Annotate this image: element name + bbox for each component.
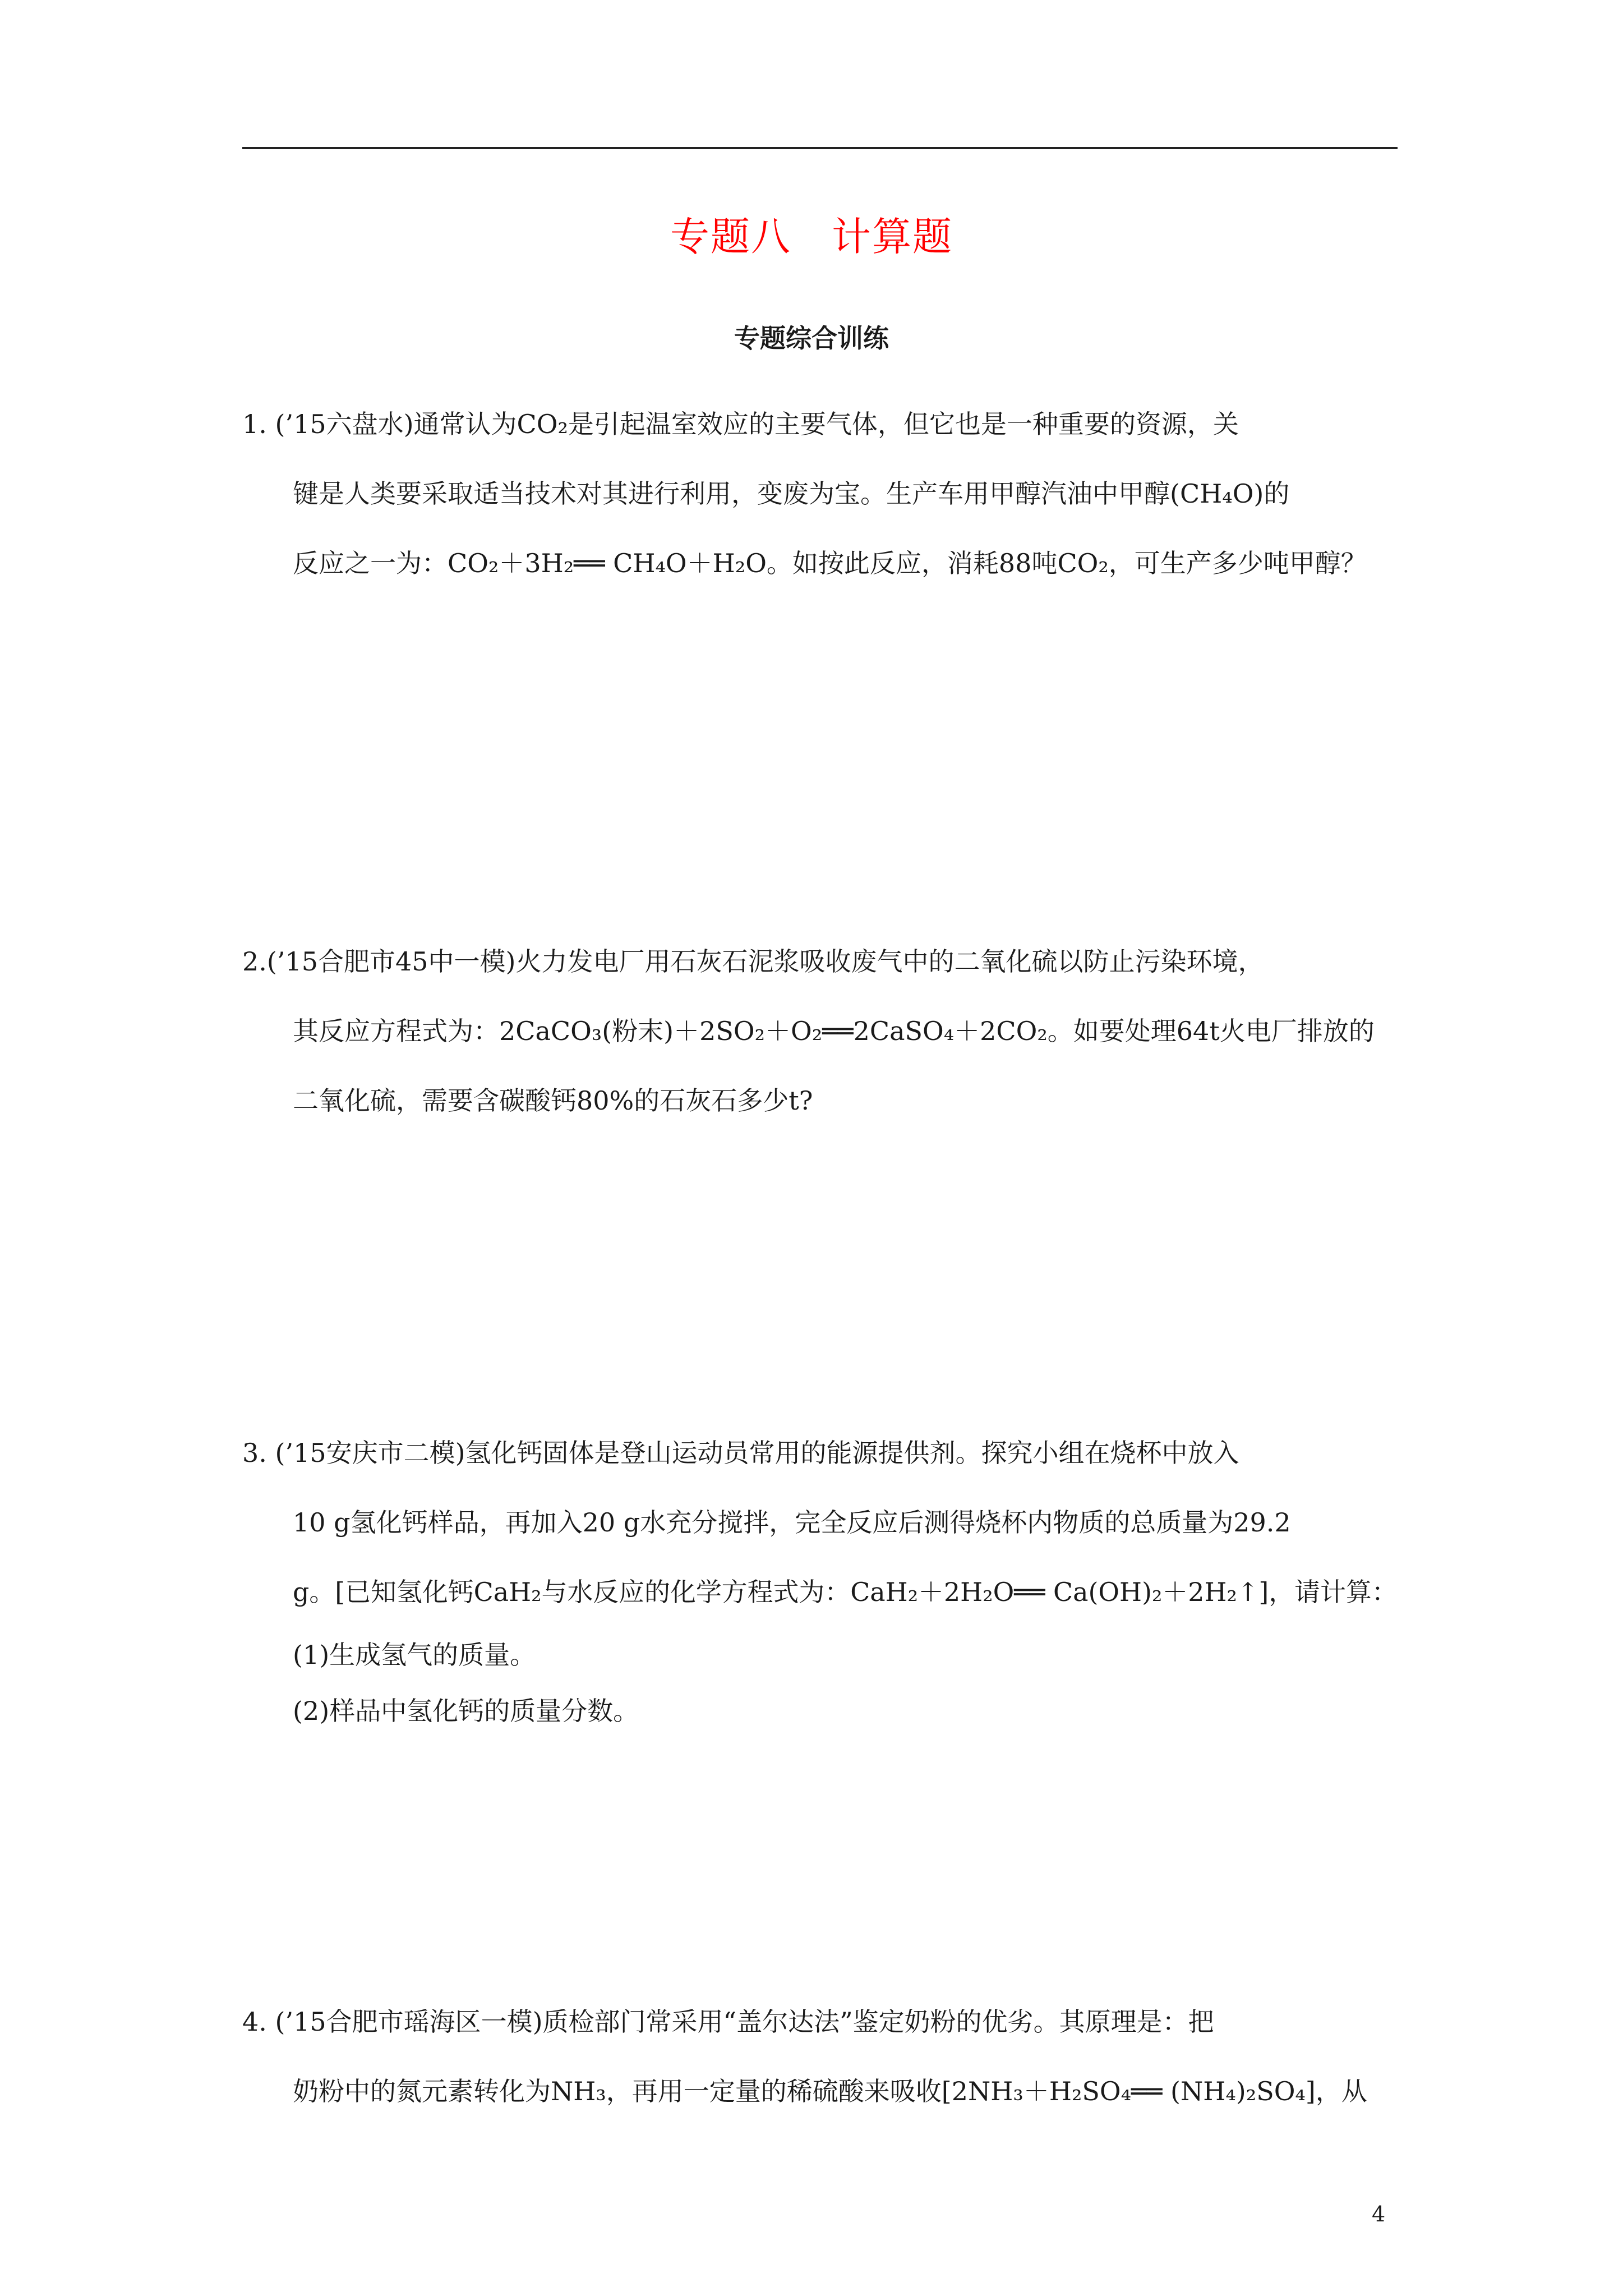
question-line: 其反应方程式为：2CaCO₃(粉末)＋2SO₂＋O₂══2CaSO₄＋2CO₂。如要处理64t火电厂排放的 bbox=[293, 1016, 1375, 1046]
question-4 bbox=[242, 1987, 1398, 2126]
question-line: 4. (’15合肥市瑶海区一模)质检部门常采用“盖尔达法”鉴定奶粉的优劣。其原理是：把 bbox=[242, 2007, 1214, 2037]
page-title: 专题八 计算题 bbox=[670, 214, 953, 260]
sub-question-1: (1)生成氢气的质量。 bbox=[293, 1640, 536, 1670]
question-3 bbox=[242, 1418, 1398, 1739]
question-1 bbox=[242, 389, 1398, 598]
sub-question-2: (2)样品中氢化钙的质量分数。 bbox=[293, 1696, 639, 1726]
question-line: 二氧化硫，需要含碳酸钙80%的石灰石多少t? bbox=[293, 1085, 813, 1116]
question-line: 反应之一为：CO₂＋3H₂══ CH₄O＋H₂O。如按此反应，消耗88吨CO₂，可生产多少吨甲醇？ bbox=[293, 548, 1367, 578]
question-line: g。[已知氢化钙CaH₂与水反应的化学方程式为：CaH₂＋2H₂O══ Ca(OH)₂＋2H₂↑]，请计算： bbox=[293, 1577, 1398, 1607]
page-number: 4 bbox=[1372, 2202, 1386, 2226]
question-line: 奶粉中的氮元素转化为NH₃，再用一定量的稀硫酸来吸收[2NH₃＋H₂SO₄══ (NH₄)₂SO₄]，从 bbox=[293, 2076, 1367, 2106]
question-line: 1. (’15六盘水)通常认为CO₂是引起温室效应的主要气体，但它也是一种重要的资源，关 bbox=[242, 409, 1239, 439]
question-line: 10 g氢化钙样品，再加入20 g水充分搅拌，完全反应后测得烧杯内物质的总质量为29.2 bbox=[293, 1507, 1291, 1538]
question-line: 2.(’15合肥市45中一模)火力发电厂用石灰石泥浆吸收废气中的二氧化硫以防止污染环境， bbox=[242, 946, 1264, 977]
question-line: 3. (’15安庆市二模)氢化钙固体是登山运动员常用的能源提供剂。探究小组在烧杯中放入 bbox=[242, 1438, 1239, 1468]
header-rule bbox=[242, 147, 1398, 149]
question-2 bbox=[242, 927, 1398, 1135]
section-subtitle: 专题综合训练 bbox=[734, 323, 889, 353]
question-line: 键是人类要采取适当技术对其进行利用，变废为宝。生产车用甲醇汽油中甲醇(CH₄O)的 bbox=[293, 478, 1290, 509]
